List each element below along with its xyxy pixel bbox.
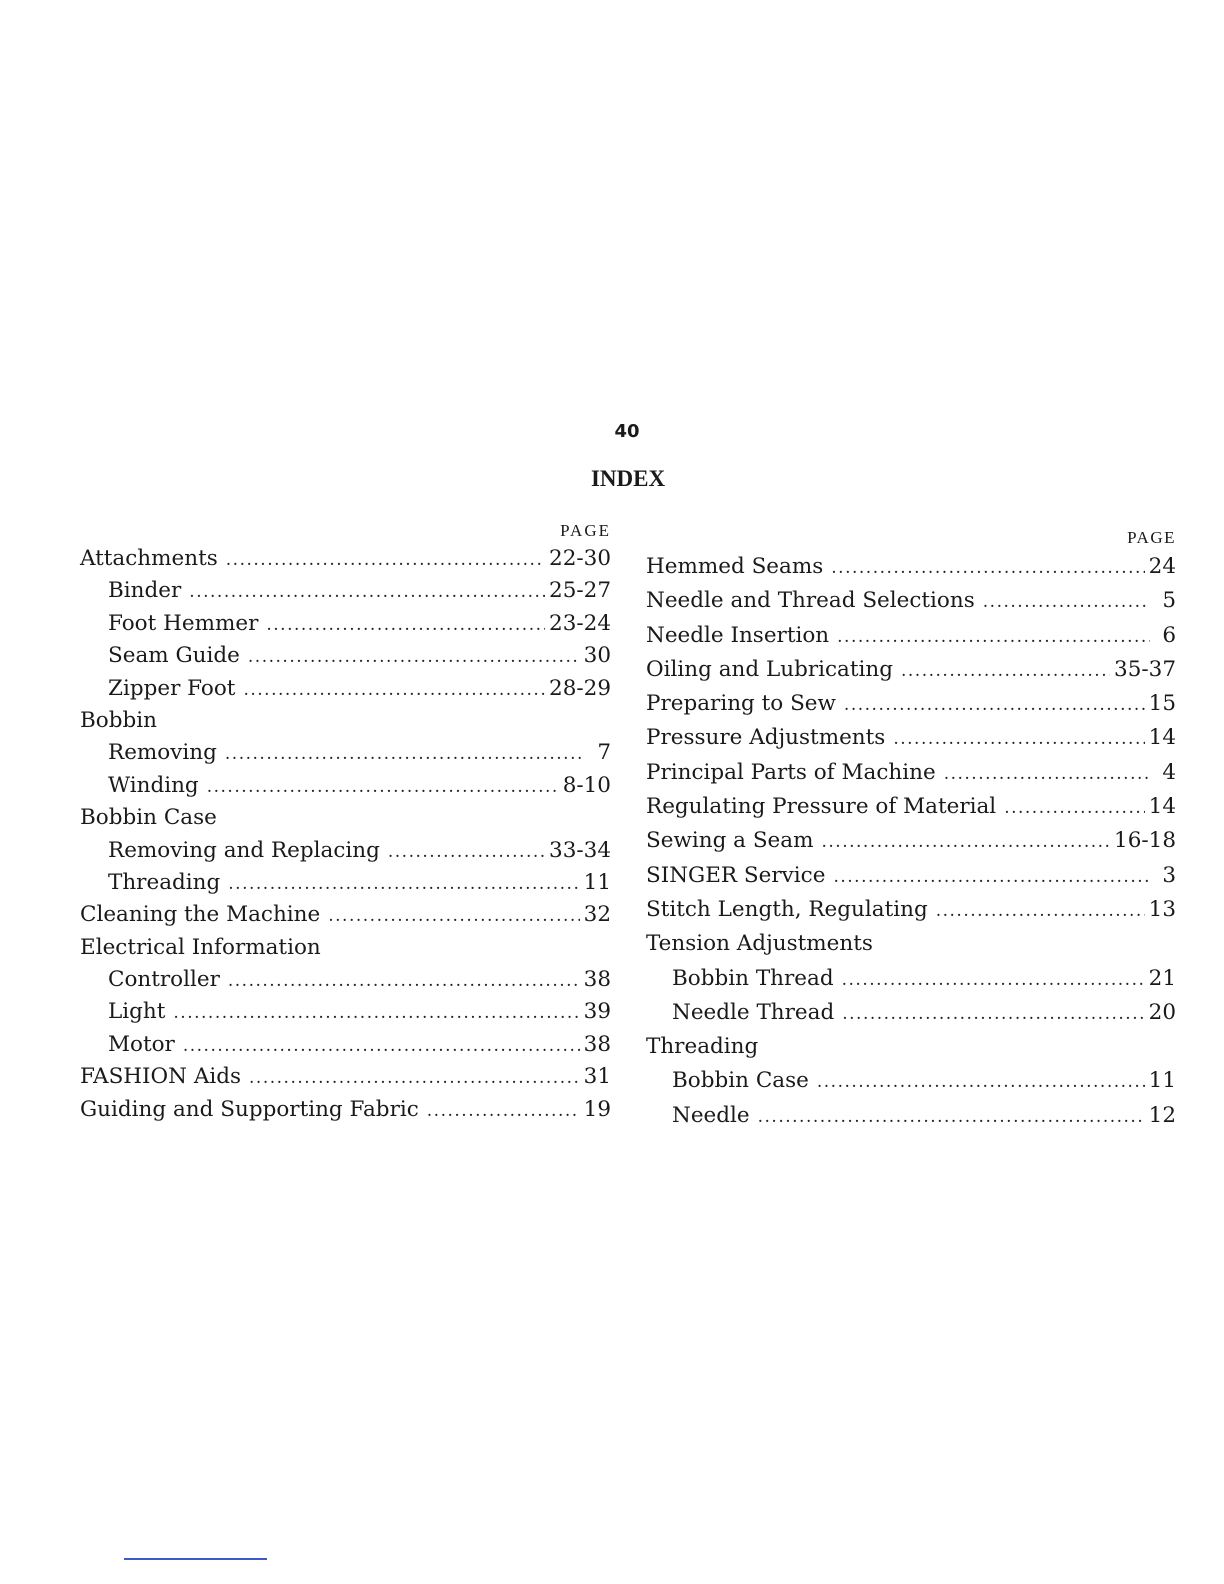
dot-leader — [228, 965, 580, 997]
entry-page: 38 — [583, 967, 611, 993]
entry-label: Cleaning the Machine — [80, 902, 321, 928]
entry-label: Binder — [108, 578, 182, 604]
dot-leader — [901, 654, 1110, 688]
dot-leader — [833, 860, 1150, 894]
entry-label: Controller — [108, 967, 220, 993]
dot-leader — [831, 551, 1144, 585]
entry-page: 28-29 — [549, 675, 611, 701]
dot-leader — [249, 1062, 580, 1094]
entry-page: 21 — [1148, 965, 1176, 991]
index-entry — [646, 1030, 1176, 1064]
index-entry — [646, 893, 1176, 927]
entry-page: 3 — [1162, 862, 1176, 888]
entry-page: 30 — [583, 643, 611, 669]
dot-leader — [388, 836, 545, 868]
dot-leader — [183, 1030, 580, 1062]
entry-label: Winding — [108, 772, 199, 798]
entry-page: 35-37 — [1114, 656, 1176, 682]
entry-label: Electrical Information — [80, 934, 321, 960]
entry-page: 38 — [583, 1031, 611, 1057]
entry-page: 23-24 — [549, 610, 611, 636]
entry-page: 39 — [583, 999, 611, 1025]
dot-leader — [837, 620, 1150, 654]
page-column-header: PAGE — [560, 521, 611, 540]
footer-rule — [124, 1558, 267, 1560]
entry-label: Stitch Length, Regulating — [646, 896, 928, 922]
dot-leader — [936, 894, 1145, 928]
entry-label: Removing — [108, 740, 217, 766]
dot-leader — [225, 738, 585, 770]
index-entry — [80, 899, 611, 931]
entry-label: Pressure Adjustments — [646, 725, 886, 751]
entry-label: Threading — [108, 869, 221, 895]
entry-label: Bobbin — [80, 707, 157, 733]
index-subentry — [80, 964, 611, 996]
dot-leader — [842, 997, 1144, 1031]
entry-label: Sewing a Seam — [646, 828, 814, 854]
entry-label: Bobbin Case — [80, 805, 217, 831]
entry-page: 6 — [1162, 622, 1176, 648]
entry-page: 8-10 — [562, 772, 611, 798]
entry-label: Principal Parts of Machine — [646, 759, 936, 785]
entry-label: Needle Thread — [672, 999, 835, 1025]
entry-page: 32 — [583, 902, 611, 928]
entry-list — [80, 543, 611, 1126]
dot-leader — [822, 825, 1111, 859]
entry-label: Foot Hemmer — [108, 610, 259, 636]
index-entry — [646, 550, 1176, 584]
index-subentry — [80, 835, 611, 867]
dot-leader — [427, 1095, 580, 1127]
entry-list — [646, 550, 1176, 1133]
index-entry — [80, 1094, 611, 1126]
entry-label: Motor — [108, 1031, 175, 1057]
index-subentry — [80, 737, 611, 769]
index-column-right — [646, 526, 1176, 1133]
entry-page: 22-30 — [549, 546, 611, 571]
index-entry — [646, 859, 1176, 893]
index-subentry — [646, 1099, 1176, 1133]
index-entry — [646, 619, 1176, 653]
index-entry — [646, 756, 1176, 790]
entry-page: 19 — [583, 1096, 611, 1122]
dot-leader — [893, 722, 1144, 756]
dot-leader — [266, 609, 545, 641]
index-subentry — [80, 1029, 611, 1061]
index-entry — [80, 802, 611, 834]
entry-page: 4 — [1162, 759, 1176, 785]
entry-page: 11 — [583, 869, 611, 895]
index-entry — [80, 543, 611, 575]
entry-label: Needle — [672, 1102, 750, 1128]
index-title: INDEX — [590, 466, 666, 491]
index-entry — [646, 790, 1176, 824]
dot-leader — [207, 771, 559, 803]
entry-page: 33-34 — [549, 837, 611, 863]
index-subentry — [80, 996, 611, 1028]
dot-leader — [226, 544, 545, 576]
dot-leader — [243, 674, 545, 706]
page-number: 40 — [614, 421, 640, 442]
entry-label: Hemmed Seams — [646, 554, 824, 579]
dot-leader — [248, 641, 580, 673]
index-subentry — [80, 673, 611, 705]
dot-leader — [1004, 791, 1144, 825]
entry-page: 16-18 — [1114, 828, 1176, 854]
entry-page: 20 — [1148, 999, 1176, 1025]
index-entry — [646, 584, 1176, 618]
entry-label: FASHION Aids — [80, 1064, 242, 1090]
entry-label: Zipper Foot — [108, 675, 236, 701]
index-entry — [646, 927, 1176, 961]
entry-label: Guiding and Supporting Fabric — [80, 1096, 419, 1122]
index-entry — [646, 687, 1176, 721]
entry-page: 24 — [1148, 554, 1176, 579]
entry-label: Bobbin Case — [672, 1068, 809, 1094]
entry-label: Bobbin Thread — [672, 965, 834, 991]
dot-leader — [173, 997, 579, 1029]
index-entry — [80, 932, 611, 964]
dot-leader — [983, 585, 1150, 619]
index-subentry — [80, 575, 611, 607]
entry-label: Light — [108, 999, 166, 1025]
entry-page: 14 — [1148, 725, 1176, 751]
entry-label: Attachments — [80, 546, 218, 571]
entry-label: Regulating Pressure of Material — [646, 794, 997, 820]
entry-page: 11 — [1148, 1068, 1176, 1094]
index-entry — [646, 824, 1176, 858]
entry-page: 5 — [1162, 588, 1176, 614]
index-subentry — [80, 608, 611, 640]
entry-page: 14 — [1148, 794, 1176, 820]
index-subentry — [80, 640, 611, 672]
index-subentry — [80, 770, 611, 802]
entry-label: Removing and Replacing — [108, 837, 380, 863]
dot-leader — [228, 868, 579, 900]
index-entry — [80, 705, 611, 737]
entry-label: SINGER Service — [646, 862, 826, 888]
index-entry — [646, 721, 1176, 755]
entry-page: 7 — [597, 740, 611, 766]
index-entry — [80, 1061, 611, 1093]
dot-leader — [328, 900, 579, 932]
index-subentry — [646, 1064, 1176, 1098]
entry-label: Needle and Thread Selections — [646, 588, 975, 614]
entry-label: Needle Insertion — [646, 622, 830, 648]
index-subentry — [646, 962, 1176, 996]
page-column-header: PAGE — [1127, 528, 1176, 547]
dot-leader — [844, 688, 1145, 722]
entry-page: 12 — [1148, 1102, 1176, 1128]
dot-leader — [842, 963, 1145, 997]
dot-leader — [758, 1100, 1145, 1134]
entry-page: 31 — [583, 1064, 611, 1090]
index-column-left — [80, 519, 611, 1126]
entry-page: 25-27 — [549, 578, 611, 604]
entry-label: Oiling and Lubricating — [646, 656, 893, 682]
dot-leader — [944, 757, 1150, 791]
entry-label: Threading — [646, 1034, 759, 1060]
index-subentry — [646, 996, 1176, 1030]
index-entry — [646, 653, 1176, 687]
entry-label: Tension Adjustments — [646, 931, 873, 957]
dot-leader — [817, 1065, 1145, 1099]
index-subentry — [80, 867, 611, 899]
entry-page: 13 — [1148, 896, 1176, 922]
entry-label: Seam Guide — [108, 643, 240, 669]
entry-label: Preparing to Sew — [646, 691, 836, 717]
dot-leader — [189, 576, 545, 608]
entry-page: 15 — [1148, 691, 1176, 717]
